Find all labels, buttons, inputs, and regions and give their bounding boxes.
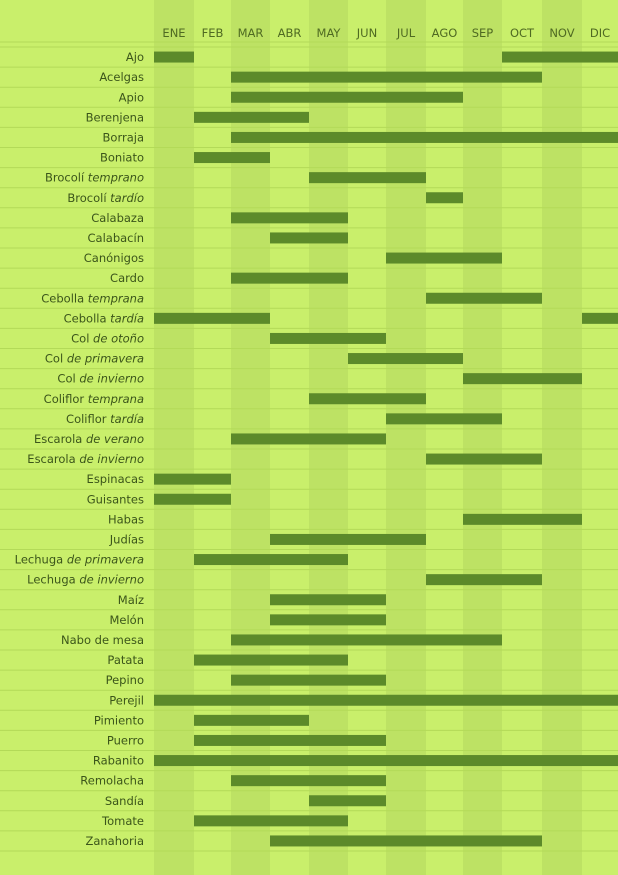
season-bar (194, 554, 348, 565)
vegetable-name: Pimiento (93, 713, 144, 728)
vegetable-label (84, 251, 144, 265)
vegetable-name: Escarola (33, 431, 83, 446)
season-bar (231, 634, 502, 645)
vegetable-label (15, 553, 144, 567)
vegetable-name: Calabacín (87, 230, 144, 245)
vegetable-label (109, 532, 144, 546)
vegetable-label (85, 834, 144, 848)
season-bar (463, 514, 582, 525)
vegetable-label (27, 573, 144, 587)
vegetable-name: Sandía (104, 793, 144, 808)
season-bar (463, 373, 582, 384)
vegetable-qualifier: temprano (84, 170, 144, 185)
vegetable-name: Lechuga (27, 572, 76, 587)
vegetable-name: Habas (107, 512, 144, 527)
month-label-ene: ENE (162, 26, 186, 40)
vegetable-label (103, 130, 144, 144)
vegetable-qualifier: temprana (84, 391, 144, 406)
month-stripe-sep (463, 0, 502, 875)
vegetable-name: Nabo de mesa (61, 632, 144, 647)
vegetable-label (110, 271, 144, 285)
vegetable-name: Calabaza (91, 210, 144, 225)
month-stripe-ene (154, 0, 194, 875)
vegetable-name: Rabanito (92, 753, 144, 768)
season-bar (194, 152, 270, 163)
season-bar (426, 574, 542, 585)
vegetable-name: Boniato (99, 150, 144, 165)
season-bar (426, 293, 542, 304)
month-label-jun: JUN (356, 26, 378, 40)
vegetable-label (34, 432, 144, 446)
vegetable-label (71, 331, 144, 345)
month-label-jul: JUL (396, 26, 416, 40)
vegetable-label (91, 211, 144, 225)
vegetable-label (88, 231, 144, 245)
vegetable-label (41, 291, 144, 305)
vegetable-name: Borraja (102, 130, 144, 145)
vegetable-qualifier: tardía (106, 411, 144, 426)
vegetable-name: Puerro (106, 733, 144, 748)
vegetable-name: Canónigos (83, 251, 144, 266)
vegetable-label (107, 653, 144, 667)
vegetable-label (87, 472, 144, 486)
vegetable-label (86, 110, 144, 124)
vegetable-name: Perejil (109, 693, 144, 708)
month-stripe-dic (582, 0, 618, 875)
vegetable-label (107, 733, 144, 747)
season-bar (231, 72, 542, 83)
season-bar (194, 655, 348, 666)
season-bar (582, 313, 618, 324)
season-bar (231, 132, 618, 143)
season-bar (231, 273, 348, 284)
vegetable-label (61, 633, 144, 647)
vegetable-name: Berenjena (85, 110, 144, 125)
month-label-may: MAY (316, 26, 341, 40)
vegetable-name: Brocolí (67, 190, 107, 205)
vegetable-name: Cebolla (63, 311, 107, 326)
season-bar (154, 474, 231, 485)
season-bar (194, 735, 386, 746)
vegetable-label (57, 372, 144, 386)
vegetable-name: Col (71, 331, 90, 346)
season-bar (386, 253, 502, 264)
season-bar (154, 313, 270, 324)
vegetable-label (45, 352, 144, 366)
vegetable-name: Judías (109, 532, 144, 547)
vegetable-name: Guisantes (86, 492, 144, 507)
season-bar (426, 192, 463, 203)
vegetable-name: Tomate (102, 813, 144, 828)
vegetable-name: Escarola (27, 452, 76, 467)
season-bar (194, 112, 309, 123)
season-bar (194, 815, 348, 826)
vegetable-label (101, 814, 144, 828)
season-bar (231, 433, 386, 444)
season-bar (231, 92, 463, 103)
month-stripe-nov (542, 0, 582, 875)
month-label-ago: AGO (431, 26, 458, 40)
vegetable-label (106, 673, 144, 687)
vegetable-label (64, 311, 144, 325)
month-label-oct: OCT (509, 26, 535, 40)
vegetable-name: Espinacas (86, 472, 144, 487)
vegetable-name: Lechuga (14, 552, 64, 567)
vegetable-label (94, 713, 144, 727)
vegetable-qualifier: de primavera (63, 351, 144, 366)
season-bar (270, 594, 386, 605)
month-stripe-ago (426, 0, 463, 875)
season-bar (348, 353, 463, 364)
vegetable-label (45, 171, 144, 185)
vegetable-qualifier: tardío (106, 190, 144, 205)
vegetable-name: Col (57, 371, 76, 386)
vegetable-name: Brocolí (45, 170, 85, 185)
vegetable-label (80, 774, 144, 788)
vegetable-name: Acelgas (99, 70, 144, 85)
vegetable-label (119, 90, 144, 104)
season-bar (231, 675, 386, 686)
vegetable-label (105, 794, 144, 808)
vegetable-label (109, 613, 144, 627)
month-stripe-jul (386, 0, 426, 875)
season-bar (154, 52, 194, 63)
vegetable-qualifier: tardía (106, 311, 144, 326)
vegetable-name: Coliflor (66, 411, 107, 426)
season-bar (194, 715, 309, 726)
vegetable-label (93, 754, 144, 768)
season-bar (270, 534, 426, 545)
vegetable-label (67, 191, 144, 205)
vegetable-qualifier: de invierno (75, 572, 144, 587)
vegetable-name: Cebolla (41, 291, 85, 306)
season-bar (154, 494, 231, 505)
vegetable-name: Ajo (125, 50, 144, 65)
vegetable-label (87, 492, 144, 506)
season-bar (309, 393, 426, 404)
month-label-feb: FEB (201, 26, 224, 40)
month-label-mar: MAR (237, 26, 264, 40)
vegetable-label (118, 593, 144, 607)
season-bar (270, 333, 386, 344)
month-label-abr: ABR (277, 26, 302, 40)
vegetable-qualifier: de primavera (63, 552, 144, 567)
season-bar (502, 52, 618, 63)
vegetable-label (100, 151, 144, 165)
vegetable-qualifier: de invierno (75, 371, 144, 386)
season-bar (231, 212, 348, 223)
month-label-nov: NOV (549, 26, 575, 40)
season-bar (270, 232, 348, 243)
season-bar (154, 695, 618, 706)
vegetable-label (27, 452, 144, 466)
season-bar (426, 454, 542, 465)
season-bar (231, 775, 386, 786)
month-stripe-oct (502, 0, 542, 875)
season-bar (270, 614, 386, 625)
vegetable-name: Cardo (110, 271, 144, 286)
vegetable-label (108, 512, 144, 526)
month-label-sep: SEP (471, 26, 494, 40)
season-bar (309, 795, 386, 806)
vegetable-label (44, 392, 144, 406)
vegetable-qualifier: temprana (84, 291, 144, 306)
vegetable-name: Zanahoria (85, 833, 144, 848)
vegetable-label (126, 50, 144, 64)
season-bar (386, 413, 502, 424)
vegetable-name: Remolacha (80, 773, 144, 788)
vegetable-label (66, 412, 144, 426)
vegetable-name: Col (44, 351, 64, 366)
season-bar (154, 755, 618, 766)
vegetable-qualifier: de invierno (75, 452, 144, 467)
vegetable-name: Pepino (105, 673, 144, 688)
month-label-dic: DIC (589, 26, 611, 40)
vegetable-name: Patata (107, 653, 144, 668)
vegetable-name: Melón (109, 612, 144, 627)
season-bar (270, 835, 542, 846)
vegetable-qualifier: de otoño (89, 331, 144, 346)
vegetable-name: Apio (118, 90, 144, 105)
vegetable-name: Maíz (117, 592, 144, 607)
vegetable-label (99, 70, 144, 84)
vegetable-label (109, 693, 144, 707)
vegetable-name: Coliflor (43, 391, 85, 406)
vegetable-qualifier: de verano (82, 431, 144, 446)
season-bar (309, 172, 426, 183)
